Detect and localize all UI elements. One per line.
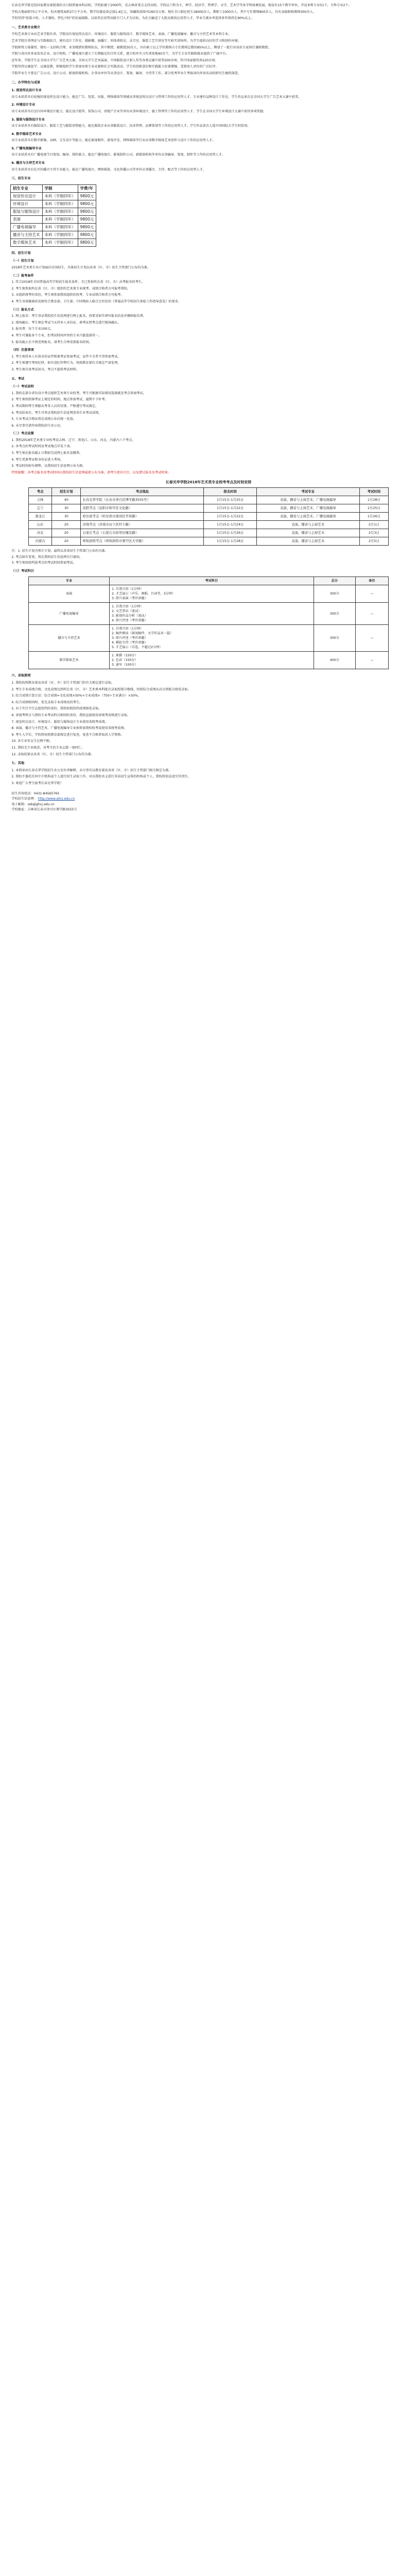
other-paragraph: 1. 本简章由长春光华学院招生办公室负责解释，未尽事宜以教育部及各省（区、市）招生主管部门相关规定为准。 xyxy=(11,768,172,772)
subsection-heading: 1. 视觉传达设计专业 xyxy=(11,89,42,93)
column-header: 总分 xyxy=(314,577,355,585)
admission-paragraph: 6. 省统考科目与我校专业考试科目相同的省份，我校直接使用省统考成绩进行录取。 xyxy=(11,713,131,717)
subsection-heading: 6. 播音与主持艺术专业 xyxy=(11,161,45,165)
column-header: 专业 xyxy=(29,577,110,585)
exam-paragraph: 3. 考试期间考生须服从考务人员的安排，严格遵守考试规定。 xyxy=(11,404,99,408)
other-paragraph: 2. 我校不委托任何中介机构或个人进行招生录取工作，对以我校名义进行非法招生宣传的机构或个人，我校将依法追究其责任。 xyxy=(11,775,191,779)
table-cell: 1月25日 xyxy=(359,504,388,513)
intro-paragraph-1: 长春光华学院是经国家教育部批准的全日制普通本科高校，学校始建于2000年，是吉林省重点支持高校。学校以工科为主，理学、经济学、管理学、文学、艺术学等多学科协调发展，现设有15个教学单位，开设本科专业51个，专科专业2个。 xyxy=(11,4,352,7)
table-cell: 40 xyxy=(52,496,81,504)
table-cell: 本科（学制四年） xyxy=(42,223,78,231)
table-cell: — xyxy=(355,585,388,603)
table-cell: 表演、播音与主持艺术、广播电视编导 xyxy=(256,496,359,504)
table-row xyxy=(29,513,389,521)
admission-paragraph: 3. 综合成绩计算方法：综合成绩=文化成绩×50%+专业成绩×（750÷专业满分）×50%。 xyxy=(11,694,141,698)
overview-paragraph-2: 艺术学院注重理论与实践相结合，建有设计工作室、摄影棚、演播厅、形体训练室、录音室、服装工艺实训室等实验实训场所，为学生提供良好的学习和创作环境。 xyxy=(11,39,241,43)
table-cell: 本科（学制四年） xyxy=(42,231,78,239)
subject-line: 3. 即兴表演（考官命题） xyxy=(112,597,148,601)
table-cell: 9800元 xyxy=(78,239,96,246)
website-label: 学校招生信息网： xyxy=(11,797,37,801)
table-cell: 沈阳考点（沈阳市和平区文化路） xyxy=(81,504,204,513)
section-admission xyxy=(5,673,412,757)
overview-paragraph-1: 学校艺术类专业由艺术学院负责，学院设有视觉传达设计、环境设计、服装与服饰设计、数字媒体艺术、表演、广播电视编导、播音与主持艺术等本科专业。 xyxy=(11,32,232,37)
subsection-heading: （一）考试说明 xyxy=(11,385,34,389)
subject-line: 5. 才艺展示（自选，不超过2分钟） xyxy=(112,646,163,650)
section-heading: 六、录取原则 xyxy=(11,674,31,678)
column-header: 报名时间 xyxy=(204,488,256,496)
section-heading: 五、考试 xyxy=(11,377,25,381)
table-row xyxy=(29,496,389,504)
overview-paragraph-7: 学院毕业生主要在广告公司、设计公司、影视传媒机构、企事业单位等从事设计、策划、编导、主持等工作，部分优秀毕业生考取国内外知名高校研究生继续深造。 xyxy=(11,71,241,75)
plan-paragraph: 2. 现场确认：考生须在考试当天持本人身份证、准考证到考点进行现场确认。 xyxy=(11,320,121,325)
table-cell: 2月5日 xyxy=(359,537,388,546)
table-cell: 本科（学制四年） xyxy=(42,192,78,200)
subsection-heading: 3. 服装与服饰设计专业 xyxy=(11,117,45,122)
section-subjects xyxy=(5,569,412,670)
plan-paragraph: 3. 考生须自备考试用具，考点不提供考试材料。 xyxy=(11,367,80,371)
table-cell: 9800元 xyxy=(78,192,96,200)
table-cell: 9800元 xyxy=(78,223,96,231)
admission-paragraph: 12. 录取结果以各省（区、市）招生主管部门公布的为准。 xyxy=(11,752,94,756)
column-header: 考试科目 xyxy=(110,577,314,585)
table-cell: 9800元 xyxy=(78,215,96,223)
table-cell: 表演、播音与主持艺术、广播电视编导 xyxy=(256,513,359,521)
column-header: 考试时间 xyxy=(359,488,388,496)
column-header: 学费/年 xyxy=(78,184,96,192)
subsection-heading: （一）招生计划 xyxy=(11,259,34,263)
exam-notice-red: 特别提醒：各考点报名及考试时间以我校招生信息网最新公布为准，请考生密切关注，以免错过报名及考试时间。 xyxy=(11,470,171,474)
table-cell: 表演、播音与主持艺术 xyxy=(256,521,359,529)
admission-paragraph: 11. 我校无专业级差，对考生的专业志愿一视同仁。 xyxy=(11,745,85,750)
section-heading: 二、办学特色与成果 xyxy=(11,80,41,84)
admission-paragraph: 8. 表演、播音与主持艺术、广播电视编导专业须参加我校校考或使用省统考成绩。 xyxy=(11,726,127,731)
subject-line: 1. 自我介绍（1分钟） xyxy=(112,605,144,609)
table-cell: 石家庄考点（石家庄市裕华区槐安路） xyxy=(81,529,204,537)
exam-paragraph: 6. 未尽事宜请咨询我校招生办公室。 xyxy=(11,423,64,428)
subject-line: 4. 即兴评述（考官命题） xyxy=(112,619,148,623)
section-exam xyxy=(5,377,412,566)
table-cell: 本科（学制四年） xyxy=(42,239,78,246)
contact-email: 电子邮箱：zsb@ghcj.edu.cn xyxy=(11,802,55,806)
plan-paragraph: 1. 符合2018年全国普通高等学校招生报名条件，且已参加所在省（区、市）高考报名的考生。 xyxy=(11,280,145,284)
table-cell: — xyxy=(355,603,388,625)
section-heading: 一、艺术类专业简介 xyxy=(11,25,41,29)
achievements-paragraph: 该专业培养具有较强的视觉传达设计能力，能在广告、包装、出版、网络媒体等领域从事视觉传达设计与管理工作的应用型人才。专业建有品牌设计工作室，学生作品多次在全国大学生广告艺术大赛中获奖。 xyxy=(11,95,302,99)
section-majors xyxy=(5,176,412,247)
table-cell: 1月15日-1月22日 xyxy=(204,513,256,521)
table-cell: 服装与服饰设计 xyxy=(11,208,43,215)
table-row xyxy=(11,239,96,246)
page xyxy=(0,0,417,820)
contact-address: 学校地址：吉林省长春市净月区博学路3555号 xyxy=(11,808,77,812)
plan-paragraph: 3. 未组织统考的省份，考生须参加我校组织的校考，专业成绩合格者方可报考。 xyxy=(11,293,124,297)
section-heading: 四、招生计划 xyxy=(11,251,31,255)
table-cell: 辽宁 xyxy=(29,504,52,513)
section-other xyxy=(5,761,412,812)
admission-paragraph: 4. 综合成绩相同时，优先录取专业成绩高的考生。 xyxy=(11,700,83,704)
overview-paragraph-3: 学院师资力量雄厚，拥有一支结构合理、业务精湛的教师队伍，其中教授、副教授30余人，具有硕士以上学位教师占专任教师总数的85%以上，聘请了一批行业知名专家担任兼职教授。 xyxy=(11,45,271,49)
table-cell: 1月26日 xyxy=(359,513,388,521)
subsection-heading: 5. 广播电视编导专业 xyxy=(11,146,42,150)
plan-paragraph: 3. 报名费：每个专业100元。 xyxy=(11,327,54,331)
table-cell: — xyxy=(355,652,388,669)
overview-paragraph-4: 学院与省内外多家知名企业、设计机构、广播电视台建立了长期稳定的合作关系，建立校外实习实训基地40余个，为学生专业实践和就业提供了广阔平台。 xyxy=(11,52,229,56)
table-cell: 河北 xyxy=(29,529,52,537)
section-achievements xyxy=(5,80,412,173)
table-row xyxy=(29,603,389,625)
table-cell: 呼和浩特考点（呼和浩特市赛罕区大学路） xyxy=(81,537,204,546)
table-cell: 播音与主持艺术 xyxy=(11,231,43,239)
table-cell: 播音与主持艺术 xyxy=(29,625,110,652)
achievements-paragraph: 该专业培养具有扎实的播音主持专业能力，能在广播电视台、网络媒体、文化传播公司等单位从事播音、主持、配音等工作的应用型人才。 xyxy=(11,167,206,172)
table-cell: 济南考点（济南市历下区经十路） xyxy=(81,521,204,529)
table-row xyxy=(11,208,96,215)
achievements-paragraph: 该专业培养具有数字影像、动画、交互设计等能力，能在影视制作、游戏开发、网络媒体等行业从事数字媒体艺术创作与设计工作的应用型人才。 xyxy=(11,139,216,143)
table-cell: 2月3日 xyxy=(359,529,388,537)
intro-paragraph-3: 学校坚持"质量立校、人才强校、特色兴校"的发展战略，以培养应用型高级专门人才为目标，为社会输送了大批高素质应用型人才，毕业生就业率连续多年保持在90%以上。 xyxy=(11,16,254,21)
table-row xyxy=(29,652,389,669)
section-overview xyxy=(5,25,412,76)
exam-paragraph: 4. 考生凭准考证和身份证进入考场。 xyxy=(11,457,64,462)
admission-paragraph: 2. 考生专业成绩合格，文化成绩达到所在省（区、市）艺术类本科批次录取控制分数线，按照综合成绩从高分到低分择优录取。 xyxy=(11,687,191,691)
table-cell: 山东 xyxy=(29,521,52,529)
column-header: 考试专业 xyxy=(256,488,359,496)
exam-paragraph: 1. 我校在部分省份设立考点组织艺术类专业校考，考生可根据实际情况选择就近考点参加考试。 xyxy=(11,391,146,395)
subsection-heading: （三）报名方式 xyxy=(11,308,34,312)
table-cell xyxy=(110,585,314,603)
table-cell: 1月15日-1月24日 xyxy=(204,521,256,529)
overview-paragraph-5: 近年来，学院学生在全国大学生广告艺术大赛、全国大学生艺术展演、中国服装设计新人奖等各类竞赛中获奖500余项，其中国家级奖项120余项。 xyxy=(11,58,218,62)
column-header: 招生计划 xyxy=(52,488,81,496)
table-cell: — xyxy=(355,625,388,652)
table-cell: 表演、播音与主持艺术、广播电视编导 xyxy=(256,504,359,513)
table-row xyxy=(11,231,96,239)
subject-line: 2. 才艺展示（声乐、舞蹈、台词等，3分钟） xyxy=(112,592,176,596)
table-cell xyxy=(110,625,314,652)
column-header: 学制 xyxy=(42,184,78,192)
table-cell: 9800元 xyxy=(78,200,96,208)
subsection-heading: （三）考试科目 xyxy=(11,569,34,573)
plan-paragraph: 4. 考生可兼报多个专业，但考试时间冲突的专业只能选择其一。 xyxy=(11,333,102,337)
table-row xyxy=(29,537,389,546)
table-cell: 300分 xyxy=(314,625,355,652)
table-cell: 环境设计 xyxy=(11,200,43,208)
admission-paragraph: 10. 各专业男女生比例不限。 xyxy=(11,739,53,743)
exam-paragraph: 2. 各考点的考试时间及考试地点详见下表。 xyxy=(11,445,73,449)
table-cell: 30 xyxy=(52,504,81,513)
achievements-paragraph: 该专业培养具有广播电视节目策划、编导、制作能力，能在广播电视台、影视制作公司、新媒体机构等单位从事编导、策划、制作等工作的应用型人才。 xyxy=(11,153,225,157)
table-cell: 1月15日-1月22日 xyxy=(204,504,256,513)
table-cell: 9800元 xyxy=(78,231,96,239)
table-cell: 1月15日-1月28日 xyxy=(204,537,256,546)
intro-paragraph-2: 学校占地面积75万平方米，校舍建筑面积27万平方米，教学仪器设备总值1.4亿元，馆藏纸质图书160余万册。现有全日制在校生18000余人，教职工1000余人，其中专任教师800余人，具有高级职称教师300余人。 xyxy=(11,10,316,14)
subject-line: 1. 素描（150分） xyxy=(112,654,138,658)
table-cell: 20 xyxy=(52,537,81,546)
exam-sites-table xyxy=(28,487,389,546)
table-cell: 表演 xyxy=(29,585,110,603)
table-cell xyxy=(110,603,314,625)
column-header: 考点 xyxy=(29,488,52,496)
table-cell: 2月1日 xyxy=(359,521,388,529)
table-cell: 表演 xyxy=(11,215,43,223)
table-cell: 9800元 xyxy=(78,208,96,215)
subsection-heading: 2. 环境设计专业 xyxy=(11,103,36,107)
table-cell: 1月15日-1月26日 xyxy=(204,529,256,537)
subject-line: 1. 自我介绍（1分钟） xyxy=(112,587,144,591)
achievements-paragraph: 该专业培养具有服装设计、服装工艺与服装营销能力，能在服装企业从事服装设计、技术管理、品牌策划等工作的应用型人才。学生作品多次入选中国国际大学生时装周。 xyxy=(11,124,251,128)
admission-paragraph: 1. 我校按照教育部及各省（区、市）招生主管部门的有关规定进行录取。 xyxy=(11,681,115,685)
table-cell: 广播电视编导 xyxy=(29,603,110,625)
table-row xyxy=(29,585,389,603)
exam-note: 注：1. 招生计划为预计计划，最终以各省招生主管部门公布的为准。 xyxy=(11,549,108,553)
table-cell: 广播电视编导 xyxy=(11,223,43,231)
table-cell: 长春光华学院（长春市净月区博学路3555号） xyxy=(81,496,204,504)
table-cell: 表演、播音与主持艺术 xyxy=(256,537,359,546)
other-paragraph: 3. 欢迎广大考生报考长春光华学院！ xyxy=(11,781,64,785)
table-cell: 视觉传达设计 xyxy=(11,192,43,200)
column-header: 招生专业 xyxy=(11,184,43,192)
plan-paragraph: 5. 报名截止后不再受理报名，请考生合理安排报名时间。 xyxy=(11,340,92,344)
column-header: 考点地址 xyxy=(81,488,204,496)
table-cell: 20 xyxy=(52,521,81,529)
exam-sites-table-title: 长春光华学院2018年艺术类专业校考考点及时间安排 xyxy=(165,480,252,485)
plan-paragraph: 2. 考生须参加所在省（区、市）组织的艺术类专业统考，成绩合格者方可报考我校。 xyxy=(11,286,131,291)
achievements-paragraph: 该专业培养具有室内外环境设计能力，能在设计院所、装饰公司、房地产企业等单位从事环境设计、施工管理等工作的应用型人才。学生在全国大学生环境设计大赛中获得多项奖励。 xyxy=(11,109,267,113)
exam-note: 2. 考点如有变更，将在我校招生信息网另行通知。 xyxy=(11,555,83,559)
section-plan xyxy=(5,251,412,372)
table-row xyxy=(11,200,96,208)
table-cell xyxy=(110,652,314,669)
subject-line: 4. 模拟主持（考官命题） xyxy=(112,641,148,645)
plan-paragraph: 2018年艺术类专业计划面向全国招生，具体招生计划以各省（区、市）招生主管部门公布的为准。 xyxy=(11,266,150,270)
subsection-heading: 4. 数字媒体艺术专业 xyxy=(11,132,42,136)
table-row xyxy=(11,215,96,223)
subject-line: 1. 自我介绍（1分钟） xyxy=(112,627,144,631)
table-cell: 表演、播音与主持艺术 xyxy=(256,529,359,537)
table-cell: 1月15日-1月25日 xyxy=(204,496,256,504)
subject-line: 3. 影视作品分析（笔试） xyxy=(112,614,148,618)
exam-paragraph: 1. 我校2018年艺术类专业校考设吉林、辽宁、黑龙江、山东、河北、内蒙古六个考点。 xyxy=(11,438,135,442)
subject-line: 3. 速写（100分） xyxy=(112,663,138,667)
exam-paragraph: 2. 考生须按照准考证上规定的时间、地点参加考试，逾期不予补考。 xyxy=(11,398,108,402)
exam-paragraph: 4. 考试结束后，考生可登录我校招生信息网查询专业考试成绩。 xyxy=(11,411,102,415)
contact-website xyxy=(5,796,412,802)
section-heading: 三、招生专业 xyxy=(11,177,31,181)
exam-paragraph: 5. 专业考试合格证将在成绩公布后统一发放。 xyxy=(11,417,76,421)
exam-note: 3. 考生须按照所报考点的考试时间参加考试。 xyxy=(11,561,76,565)
exam-paragraph: 3. 考生须在报名截止日期前完成网上报名及缴费。 xyxy=(11,451,83,455)
table-cell: 哈尔滨考点（哈尔滨市南岗区学府路） xyxy=(81,513,204,521)
plan-paragraph: 1. 考生须持本人有效身份证件和准考证参加考试，证件不全者不得参加考试。 xyxy=(11,354,121,359)
plan-paragraph: 4. 考生身体健康状况须符合教育部、卫生部、中国残疾人联合会印发的《普通高等学校招生体检工作指导意见》的要求。 xyxy=(11,300,182,303)
admission-paragraph: 9. 考生入学后，学校将按照教育部规定进行复查，复查不合格者取消入学资格。 xyxy=(11,733,124,737)
table-row xyxy=(11,223,96,231)
majors-table xyxy=(10,184,96,247)
table-cell: 吉林 xyxy=(29,496,52,504)
overview-paragraph-6: 学院坚持以赛促学、以赛促教，积极组织学生参加各类专业竞赛和社会实践活动，学生的创新意识和实践能力显著增强，受到用人单位的广泛好评。 xyxy=(11,65,219,69)
table-cell: 300分 xyxy=(314,603,355,625)
school-website-link[interactable]: http://www.ghcj.edu.cn xyxy=(38,797,75,801)
subsection-heading: （二）报考条件 xyxy=(11,274,34,278)
table-row xyxy=(29,504,389,513)
table-cell: 20 xyxy=(52,529,81,537)
table-cell: 数字媒体艺术 xyxy=(11,239,43,246)
plan-paragraph: 1. 网上报名：考生登录我校招生信息网进行网上报名，按要求如实填写报名信息并缴纳报名费。 xyxy=(11,314,146,318)
admission-paragraph: 5. 对于实行平行志愿投档的省份，我校按照投档成绩择优录取。 xyxy=(11,707,102,711)
table-row xyxy=(11,192,96,200)
table-row xyxy=(29,529,389,537)
table-cell: 内蒙古 xyxy=(29,537,52,546)
plan-paragraph: 2. 考生须遵守考场纪律，如有违纪作弊行为，按照教育部有关规定严肃处理。 xyxy=(11,361,121,365)
table-cell: 1月28日 xyxy=(359,496,388,504)
table-row xyxy=(29,521,389,529)
table-row xyxy=(29,625,389,652)
column-header: 备注 xyxy=(355,577,388,585)
admission-paragraph: 7. 视觉传达设计、环境设计、服装与服饰设计专业使用省统考成绩。 xyxy=(11,720,108,724)
subsection-heading: （二）考点设置 xyxy=(11,432,34,436)
table-cell: 本科（学制四年） xyxy=(42,208,78,215)
subjects-table xyxy=(28,577,389,669)
table-cell: 400分 xyxy=(314,652,355,669)
intro-section xyxy=(5,3,412,21)
subject-line: 2. 稿件朗读（新闻稿件、文学作品各一篇） xyxy=(112,632,173,636)
table-cell: 本科（学制四年） xyxy=(42,200,78,208)
table-cell: 黑龙江 xyxy=(29,513,52,521)
subject-line: 2. 文艺常识（笔试） xyxy=(112,609,142,614)
table-cell: 30 xyxy=(52,513,81,521)
contact-phone: 招生咨询电话：0431-84565765 xyxy=(11,791,60,795)
table-cell: 数字媒体艺术 xyxy=(29,652,110,669)
exam-paragraph: 5. 考试时间如有调整，以我校招生信息网公布为准。 xyxy=(11,464,86,468)
subsection-heading: （四）注意事项 xyxy=(11,348,34,352)
subject-line: 3. 即兴评述（考官命题） xyxy=(112,636,148,640)
table-cell: 300分 xyxy=(314,585,355,603)
section-heading: 七、其他 xyxy=(11,761,25,766)
table-cell: 本科（学制四年） xyxy=(42,215,78,223)
subject-line: 2. 色彩（150分） xyxy=(112,658,138,663)
